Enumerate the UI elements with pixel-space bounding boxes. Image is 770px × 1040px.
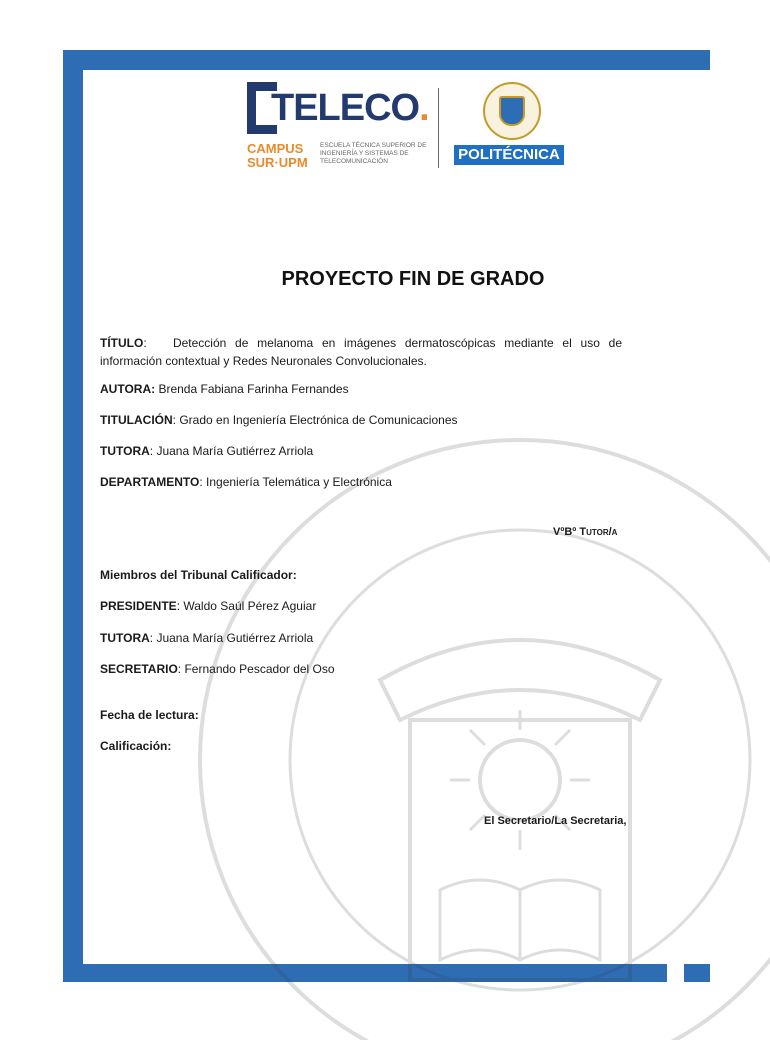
frame-top-bar [63,50,710,70]
school-description: ESCUELA TÉCNICA SUPERIOR DE INGENIERÍA Y SISTEMAS DE TELECOMUNICACIÓN [320,142,427,165]
fecha-lectura-label: Fecha de lectura: [100,708,199,722]
presidente-field: PRESIDENTE: Waldo Saúl Pérez Aguiar [100,599,317,613]
autora-field: AUTORA: Brenda Fabiana Farinha Fernandes [100,382,349,396]
titulo-field: TÍTULO: Detección de melanoma en imágenes dermatoscópicas mediante el uso de información contextual y Redes Neuronales Convolucionales. [100,336,622,368]
tutora-tribunal-field: TUTORA: Juana María Gutiérrez Arriola [100,631,314,645]
tribunal-heading: Miembros del Tribunal Calificador: [100,568,297,582]
frame-left-bar [63,50,83,980]
tutora-field: TUTORA: Juana María Gutiérrez Arriola [100,444,314,458]
titulacion-field: TITULACIÓN: Grado en Ingeniería Electrónica de Comunicaciones [100,413,458,427]
logo-divider [438,88,439,168]
upm-seal-icon [483,82,541,140]
calificacion-label: Calificación: [100,739,172,753]
vobo-tutor-label: VºBº Tutor/a [553,526,618,538]
teleco-logo [247,82,447,172]
campus-sur-upm-label: CAMPUS SUR·UPM [247,141,308,170]
departamento-field: DEPARTAMENTO: Ingeniería Telemática y Electrónica [100,475,392,489]
secretaria-signature-label: El Secretario/La Secretaria, [484,815,627,827]
university-seal-watermark [180,420,770,1040]
politecnica-logo: POLITÉCNICA [454,145,564,165]
teleco-wordmark: TELECO. [271,87,429,129]
secretario-field: SECRETARIO: Fernando Pescador del Oso [100,662,335,676]
document-heading: PROYECTO FIN DE GRADO [281,268,545,290]
